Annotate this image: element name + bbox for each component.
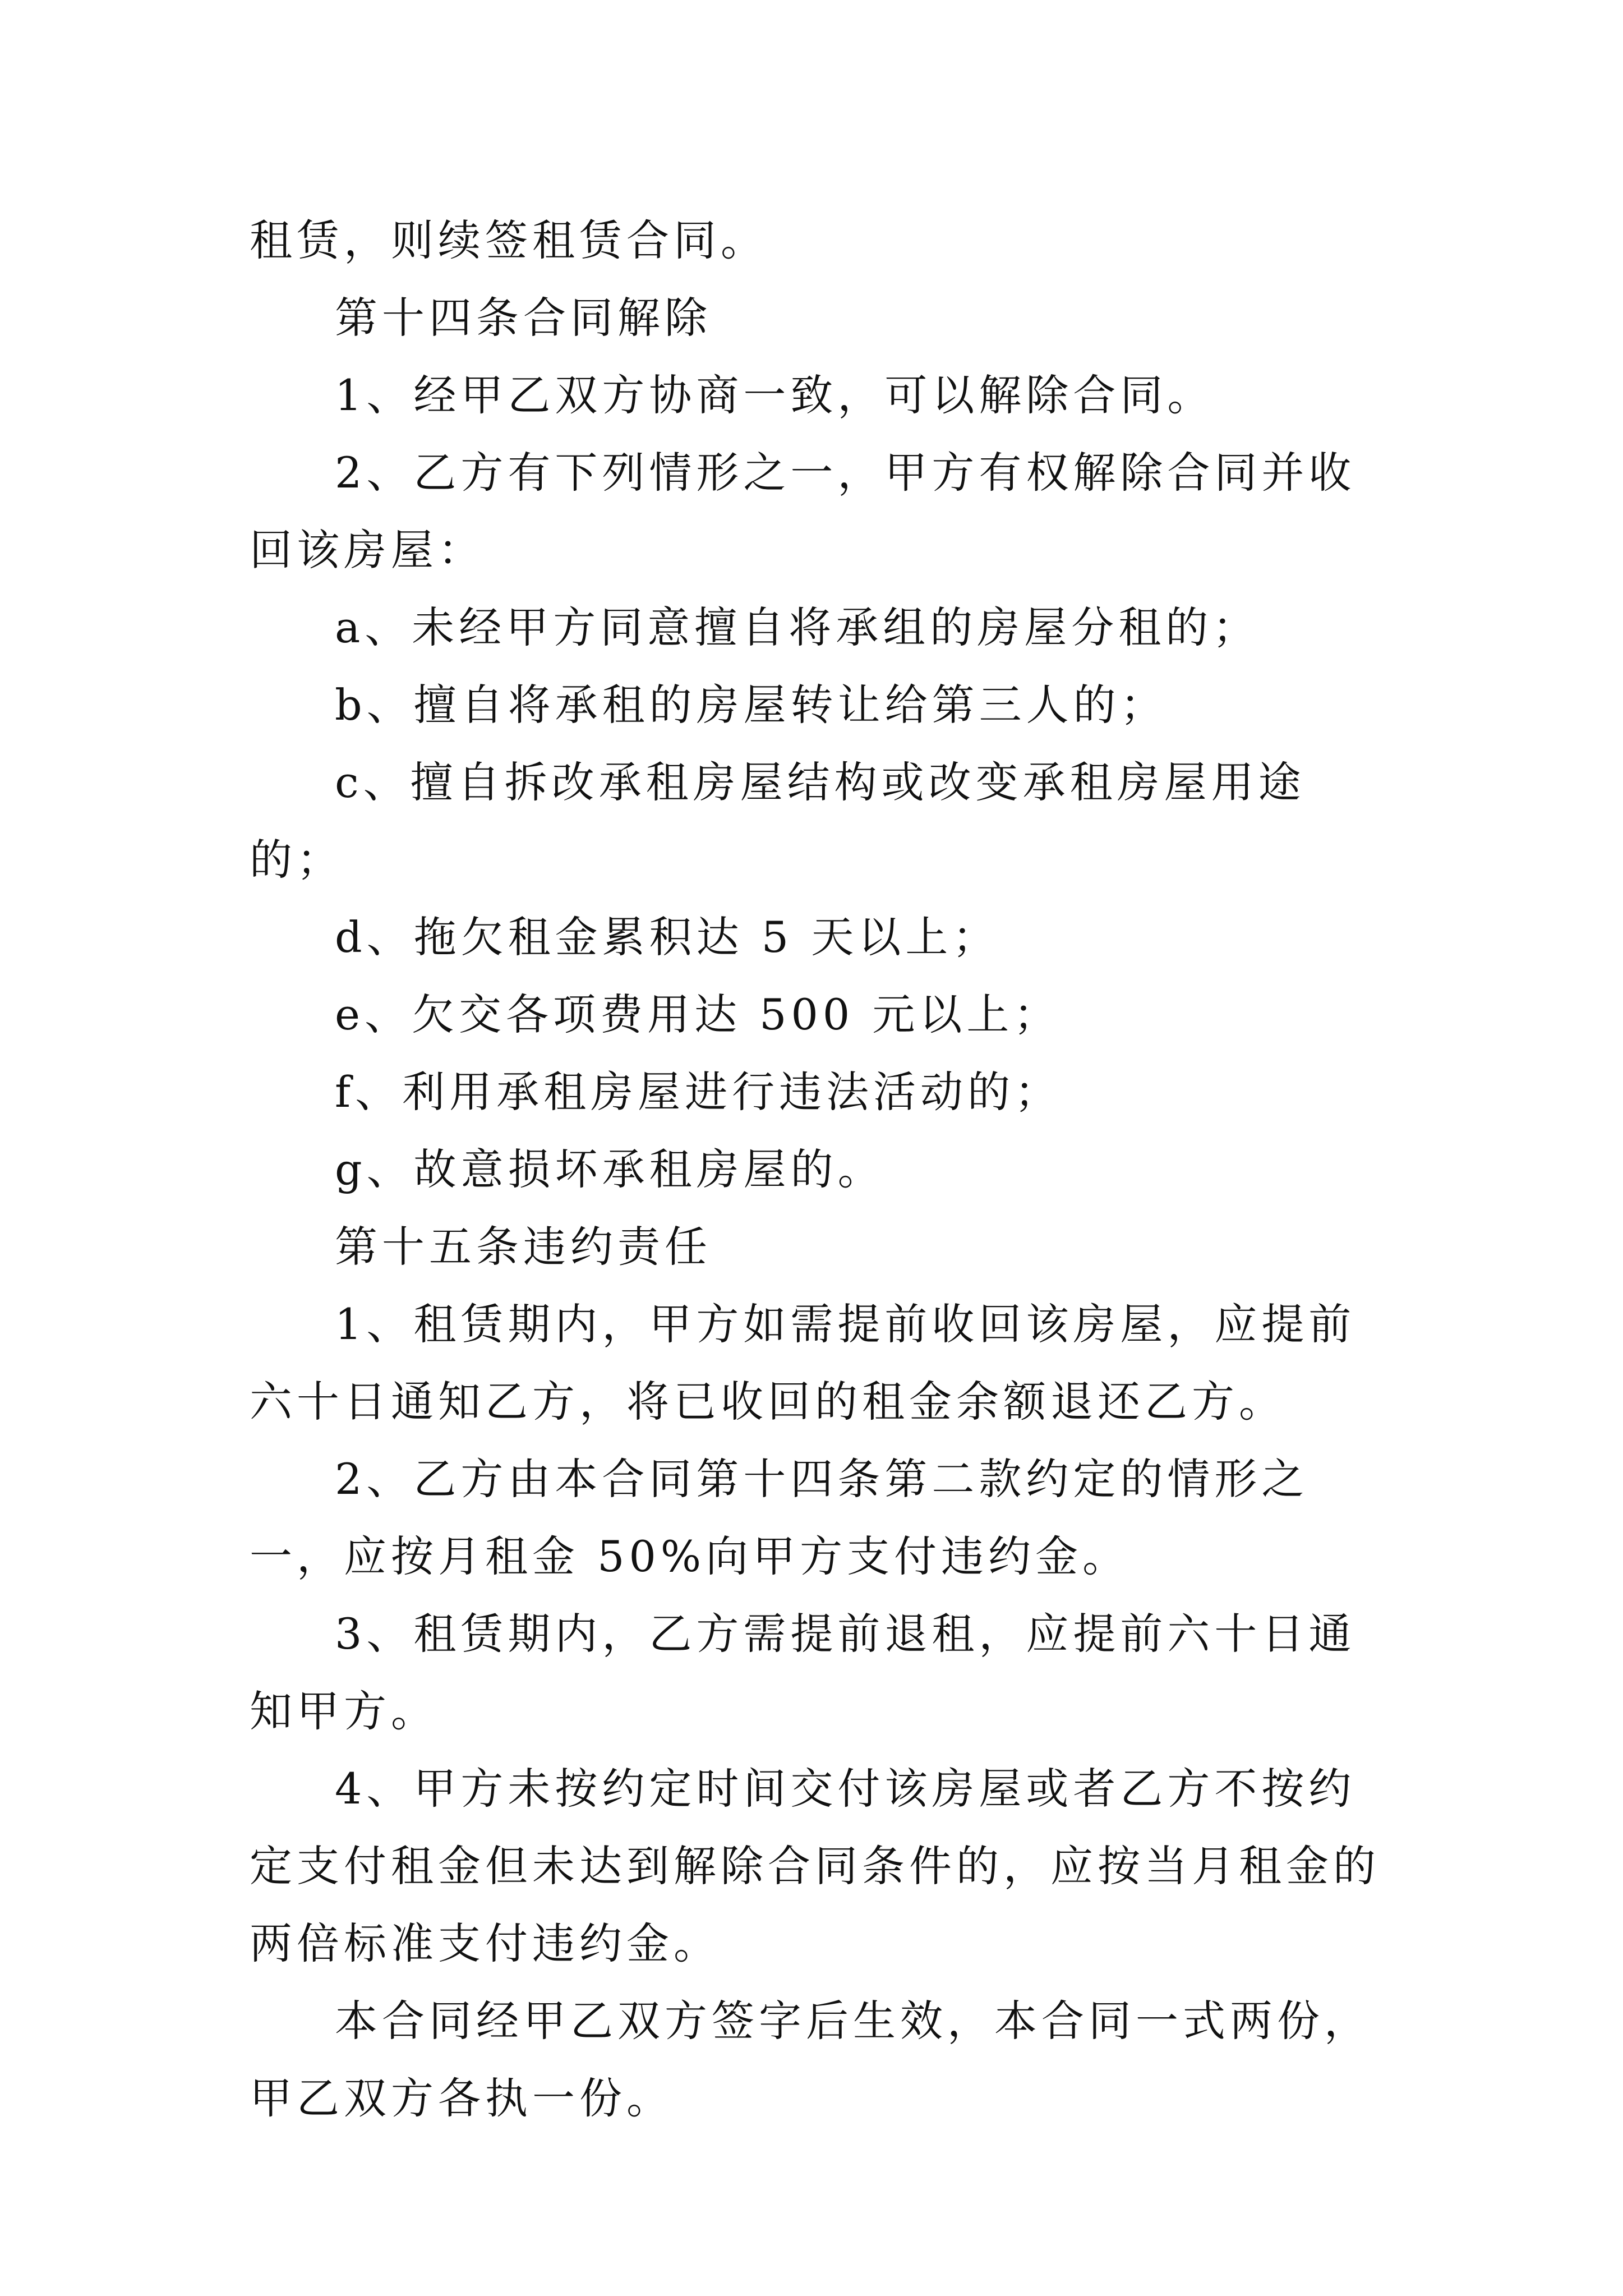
paragraph-clause-15-1: 1、租赁期内，甲方如需提前收回该房屋，应提前六十日通知乙方，将已收回的租金余额退还乙方。 <box>250 1299 1356 1427</box>
paragraph-continuation: 租赁，则续签租赁合同。 <box>250 215 768 265</box>
paragraph-closing: 本合同经甲乙双方签字后生效，本合同一式两份，甲乙双方各执一份。 <box>250 1996 1371 2123</box>
list-item-d: d、拖欠租金累积达 5 天以上； <box>335 912 1000 962</box>
list-item-c: c、擅自拆改承租房屋结构或改变承租房屋用途的； <box>250 757 1306 885</box>
paragraph-clause-14-1: 1、经甲乙双方协商一致，可以解除合同。 <box>335 370 1215 420</box>
section-heading-article-14: 第十四条合同解除 <box>335 293 712 343</box>
paragraph-clause-14-2: 2、乙方有下列情形之一，甲方有权解除合同并收回该房屋： <box>250 448 1356 575</box>
paragraph-clause-15-2: 2、乙方由本合同第十四条第二款约定的情形之一，应按月租金 50%向甲方支付违约金。 <box>250 1454 1309 1581</box>
list-item-f: f、利用承租房屋进行违法活动的； <box>335 1067 1062 1117</box>
section-heading-article-15: 第十五条违约责任 <box>335 1222 712 1272</box>
list-item-b: b、擅自将承租的房屋转让给第三人的； <box>335 680 1168 730</box>
paragraph-clause-15-3: 3、租赁期内，乙方需提前退租，应提前六十日通知甲方。 <box>250 1609 1356 1736</box>
paragraph-clause-15-4: 4、甲方未按约定时间交付该房屋或者乙方不按约定支付租金但未达到解除合同条件的，应按当月租金的两倍标准支付违约金。 <box>250 1764 1380 1968</box>
list-item-e: e、欠交各项费用达 500 元以上； <box>335 990 1061 1039</box>
list-item-a: a、未经甲方同意擅自将承组的房屋分租的； <box>335 602 1260 652</box>
list-item-g: g、故意损坏承租房屋的。 <box>335 1144 885 1194</box>
contract-text-body <box>250 202 1394 2137</box>
